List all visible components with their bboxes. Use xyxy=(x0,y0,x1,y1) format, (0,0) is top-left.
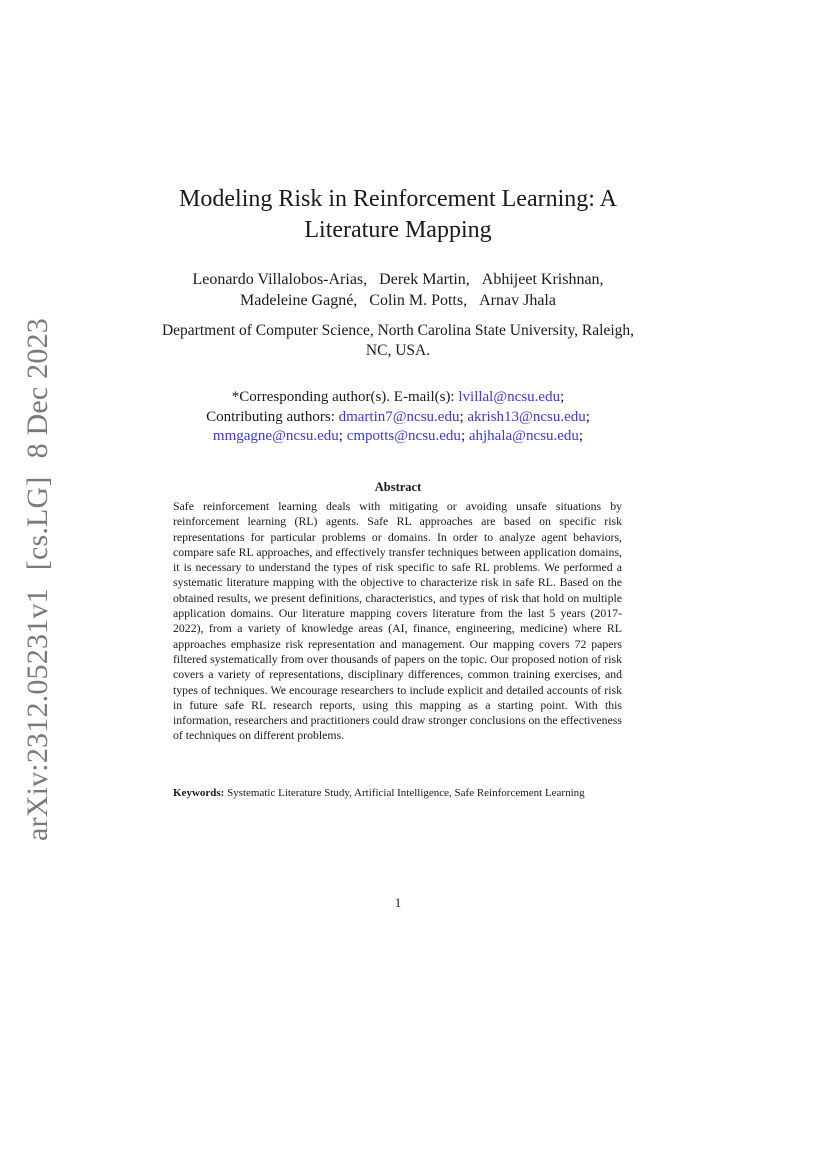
email-link[interactable]: mmgagne@ncsu.edu xyxy=(212,428,339,444)
author-name: Abhijeet Krishnan, xyxy=(481,271,604,288)
arxiv-category: [cs.LG] xyxy=(21,476,54,571)
abstract-body: Safe reinforcement learning deals with mitigating or avoiding unsafe situations by reinforcement learning (RL) agents. Safe RL approaches are based on specific risk representations for particular problems or domains. In order to analyze agent behaviors, compare safe RL approaches, and effectively transfer techniques between application domains, it is necessary to understand the types of risk specific to safe RL problems. We performed a systematic literature mapping with the objective to characterize risk in safe RL. Based on the obtained results, we present definitions, characteristics, and types of risk that hold on multiple application domains. Our literature mapping covers literature from the last 5 years (2017-2022), from a variety of knowledge areas (AI, finance, engineering, medicine) where RL approaches emphasize risk representation and management. Our mapping covers 72 papers filtered systematically from over thousands of papers on the topic. Our proposed notion of risk covers a variety of representations, disciplinary differences, common training exercises, and types of techniques. We encourage researchers to include explicit and detailed accounts of risk in future safe RL research reports, using this mapping as a starting point. With this information, researchers and practitioners could draw stronger conclusions on the effectiveness of techniques on different problems. xyxy=(173,499,622,743)
corresponding-label: *Corresponding author(s). E-mail(s): xyxy=(231,389,455,405)
separator: ; xyxy=(560,389,565,405)
arxiv-date: 8 Dec 2023 xyxy=(21,318,54,459)
keywords-label: Keywords: xyxy=(173,787,225,799)
keywords-text: Systematic Literature Study, Artificial Intelligence, Safe Reinforcement Learning xyxy=(227,787,585,799)
author-name: Leonardo Villalobos-Arias, xyxy=(192,271,368,288)
arxiv-identifier-stamp xyxy=(20,318,56,841)
keywords xyxy=(173,787,622,801)
separator: ; xyxy=(585,408,590,425)
email-link[interactable]: cmpotts@ncsu.edu xyxy=(346,428,461,444)
email-link[interactable]: lvillal@ncsu.edu xyxy=(458,389,561,405)
email-link[interactable]: dmartin7@ncsu.edu xyxy=(338,408,460,425)
email-link[interactable]: ahjhala@ncsu.edu xyxy=(468,428,579,444)
contributing-label: Contributing authors: xyxy=(206,408,335,425)
separator: ; xyxy=(460,428,466,444)
page-number: 1 xyxy=(394,895,402,910)
separator: ; xyxy=(338,428,343,444)
arxiv-id: arXiv:2312.05231v1 xyxy=(21,588,54,841)
author-name: Derek Martin, xyxy=(379,271,470,288)
separator: ; xyxy=(459,408,464,425)
contact-info xyxy=(150,388,646,447)
author-list xyxy=(150,269,646,311)
author-name: Madeleine Gagné, xyxy=(240,292,358,309)
affiliation: Department of Computer Science, North Carolina State University, Raleigh, NC, USA. xyxy=(161,322,635,359)
abstract-heading: Abstract xyxy=(374,480,422,494)
separator: ; xyxy=(578,428,584,444)
email-link[interactable]: akrish13@ncsu.edu xyxy=(467,408,586,425)
author-name: Colin M. Potts, xyxy=(369,292,468,309)
paper-title: Modeling Risk in Reinforcement Learning: A Literature Mapping xyxy=(179,186,617,243)
author-name: Arnav Jhala xyxy=(479,292,556,309)
